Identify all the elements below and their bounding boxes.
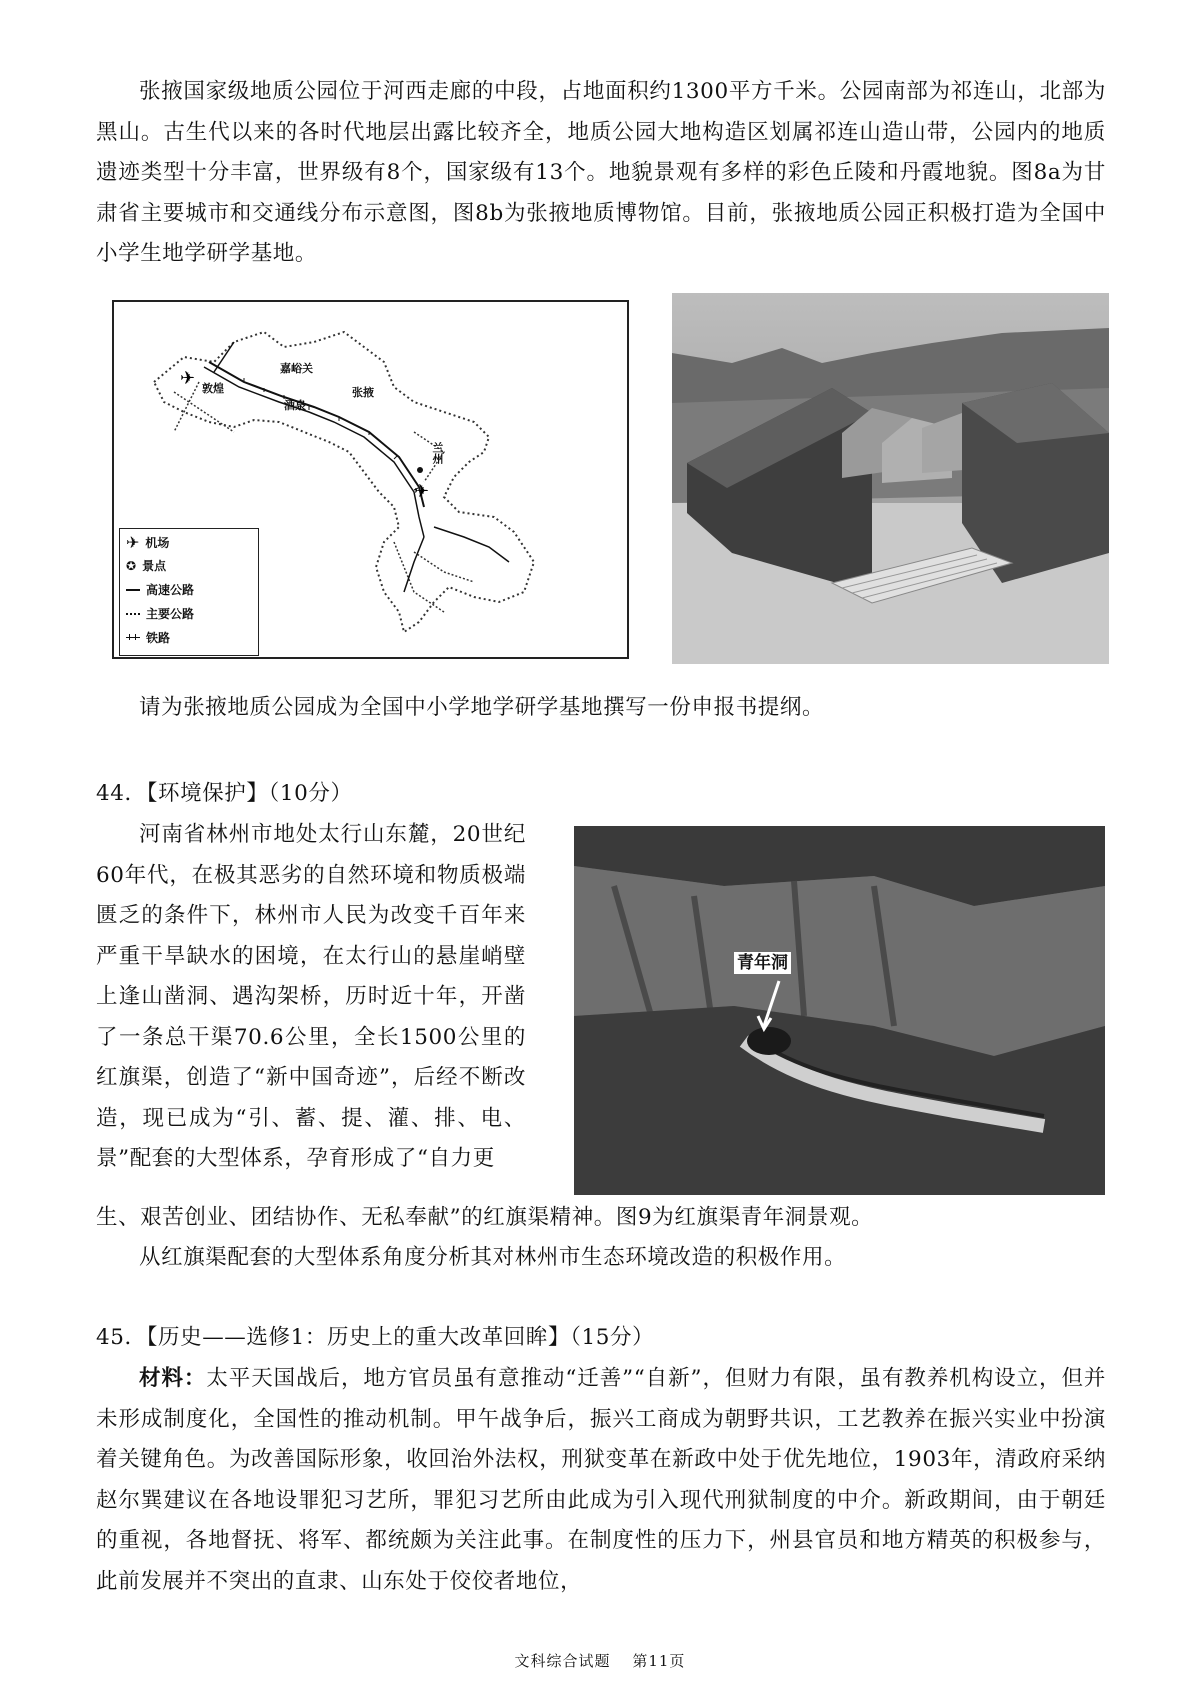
q44-continued-text: 生、艰苦创业、团结协作、无私奉献”的红旗渠精神。图9为红旗渠青年洞景观。 — [96, 1205, 874, 1230]
museum-photo — [672, 293, 1109, 664]
hongqi-canal-photo — [574, 826, 1105, 1195]
city-label-jiuquan: 酒泉 — [284, 399, 306, 412]
youth-tunnel-label: 青年洞 — [734, 952, 791, 974]
footer-title: 文科综合试题 — [514, 1652, 611, 1670]
question-43-text: 请为张掖地质公园成为全国中小学地学研学基地撰写一份申报书提纲。 — [139, 695, 825, 720]
hongqi-canal-drawing — [574, 826, 1105, 1195]
q45-material-text: 太平天国战后，地方官员虽有意推动“迁善”“自新”，但财力有限，虽有教养机构设立，但并未形成制度化，全国性的推动机制。甲午战争后，振兴工商成为朝野共识，工艺教养在振兴实业中扮演着关键角色。为改善国际形象，收回治外法权，刑狱变革在新政中处于优先地位，1903年，清政府采纳赵尔巽建议在各地设罪犯习艺所，罪犯习艺所由此成为引入现代刑狱制度的中介。新政期间，由于朝廷的重视，各地督抚、将军、都统颇为关注此事。在制度性的压力下，州县官员和地方精英的积极参与，此前发展并不突出的直隶、山东处于佼佼者地位， — [96, 1366, 1107, 1594]
legend-item-main-road: 主要公路 — [126, 605, 194, 622]
city-label-dunhuang: 敦煌 — [202, 382, 224, 395]
q45-heading: 45．【历史——选修1：历史上的重大改革回眸】（15分） — [96, 1325, 655, 1350]
railway-line — [126, 637, 140, 638]
scenic-spot-icon: ✪ — [126, 558, 137, 573]
gansu-map-figure — [112, 300, 629, 659]
airport-icon: ✈ — [414, 481, 430, 502]
map-legend — [119, 528, 259, 656]
airport-icon: ✈ — [126, 533, 140, 552]
q45-material — [96, 1359, 1106, 1602]
airport-icon: ✈ — [180, 368, 196, 389]
legend-item-scenic-spot: ✪ 景点 — [126, 558, 167, 573]
legend-item-railway: 铁路 — [126, 629, 170, 646]
page-footer — [0, 1650, 1200, 1671]
city-dot — [417, 467, 423, 473]
q45-material-label: 材料： — [139, 1366, 207, 1391]
intro-paragraph: 张掖国家级地质公园位于河西走廊的中段，占地面积约1300平方千米。公园南部为祁连山，北部为黑山。古生代以来的各时代地层出露比较齐全，地质公园大地构造区划属祁连山造山带，公园内的地质遗迹类型十分丰富，世界级有8个，国家级有13个。地貌景观有多样的彩色丘陵和丹霞地貌。图8a为甘肃省主要城市和交通线分布示意图，图8b为张掖地质博物馆。目前，张掖地质公园正积极打造为全国中小学生地学研学基地。 — [96, 79, 1106, 266]
legend-item-expressway: 高速公路 — [126, 581, 194, 598]
city-label-zhangye: 张掖 — [352, 386, 374, 399]
q44-heading: 44．【环境保护】（10分） — [96, 781, 353, 806]
city-label-lanzhou: 兰州 — [431, 442, 444, 464]
footer-page-number: 第11页 — [632, 1652, 686, 1670]
legend-item-airport: ✈ 机场 — [126, 533, 170, 552]
main-road-line — [126, 613, 140, 615]
expressway-line — [126, 589, 140, 591]
q44-question: 从红旗渠配套的大型体系角度分析其对林州市生态环境改造的积极作用。 — [139, 1245, 847, 1270]
museum-photo-drawing — [672, 293, 1109, 664]
city-label-jiayuguan: 嘉峪关 — [280, 362, 313, 375]
q44-wrapped-text: 河南省林州市地处太行山东麓，20世纪60年代，在极其恶劣的自然环境和物质极端匮乏的条件下，林州市人民为改变千百年来严重干旱缺水的困境，在太行山的悬崖峭壁上逢山凿洞、遇沟架桥，历时近十年，开凿了一条总干渠70.6公里，全长1500公里的红旗渠，创造了“新中国奇迹”，后经不断改造，现已成为“引、蓄、提、灌、排、电、景”配套的大型体系，孕育形成了“自力更 — [96, 822, 526, 1171]
